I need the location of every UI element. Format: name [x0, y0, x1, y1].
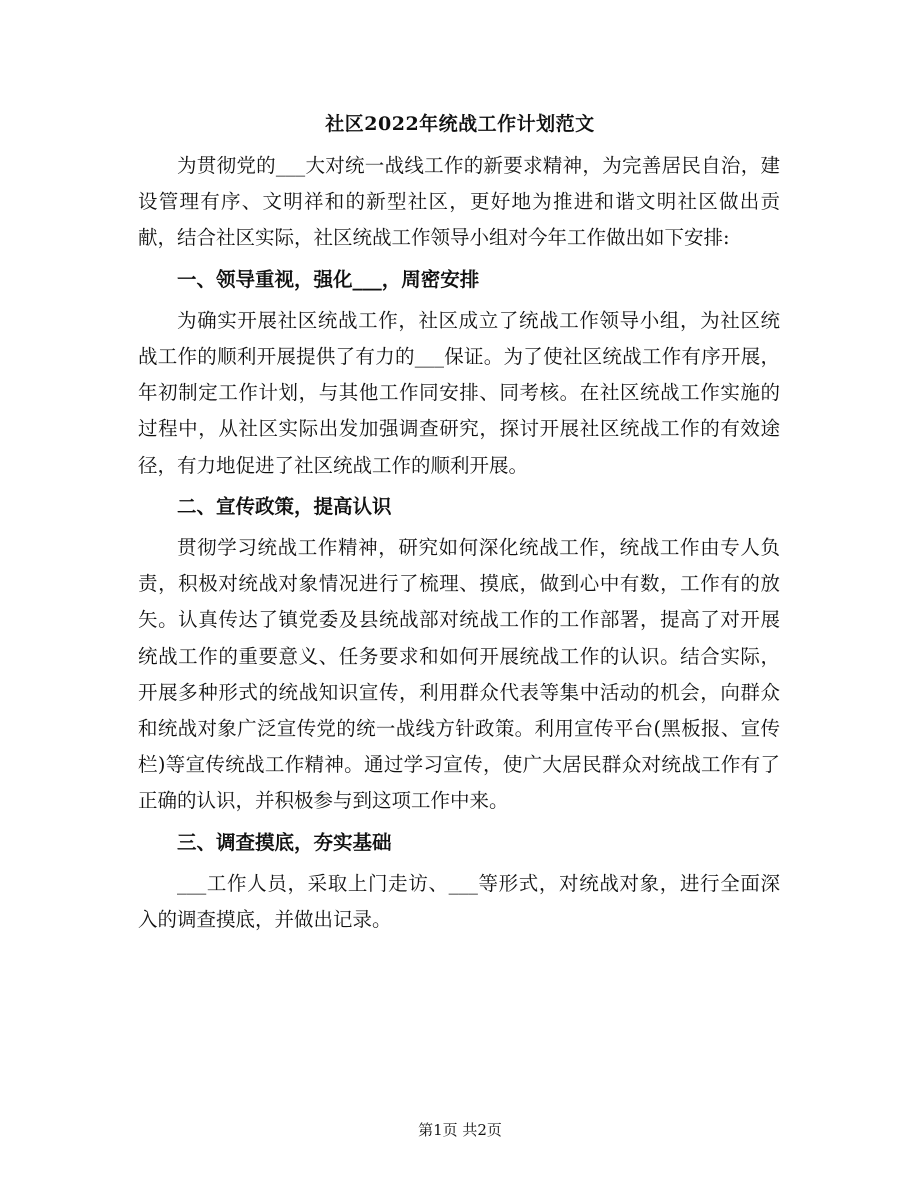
document-title: 社区2022年统战工作计划范文: [325, 113, 595, 135]
document-body: [138, 148, 780, 938]
section-body-2: 贯彻学习统战工作精神，研究如何深化统战工作，统战工作由专人负责，积极对统战对象情况进行了梳理、摸底，做到心中有数，工作有的放矢。认真传达了镇党委及县统战部对统战工作的工作部署，提高了对开展统战工作的重要意义、任务要求和如何开展统战工作的认识。结合实际，开展多种形式的统战知识宣传，利用群众代表等集中活动的机会，向群众和统战对象广泛宣传党的统一战线方针政策。利用宣传平台(黑板报、宣传栏)等宣传统战工作精神。通过学习宣传，使广大居民群众对统战工作有了正确的认识，并积极参与到这项工作中来。: [138, 536, 780, 813]
section-heading-1: 一、领导重视，强化___，周密安排: [177, 267, 480, 291]
section-heading-3: 三、调查摸底，夯实基础: [177, 830, 392, 854]
section-body-1: 为确实开展社区统战工作，社区成立了统战工作领导小组，为社区统战工作的顺利开展提供了有力的___保证。为了使社区统战工作有序开展，年初制定工作计划，与其他工作同安排、同考核。在社区统战工作实施的过程中，从社区实际出发加强调查研究，探讨开展社区统战工作的有效途径，有力地促进了社区统战工作的顺利开展。: [138, 308, 780, 477]
page-number-footer: 第1页 共2页: [418, 1121, 502, 1139]
intro-paragraph: 为贯彻党的___大对统一战线工作的新要求精神，为完善居民自治，建设管理有序、文明祥和的新型社区，更好地为推进和谐文明社区做出贡献，结合社区实际，社区统战工作领导小组对今年工作做出如下安排:: [138, 154, 780, 250]
section-body-3: ___工作人员，采取上门走访、___等形式，对统战对象，进行全面深入的调查摸底，并做出记录。: [138, 871, 780, 932]
section-heading-2: 二、宣传政策，提高认识: [177, 494, 392, 518]
